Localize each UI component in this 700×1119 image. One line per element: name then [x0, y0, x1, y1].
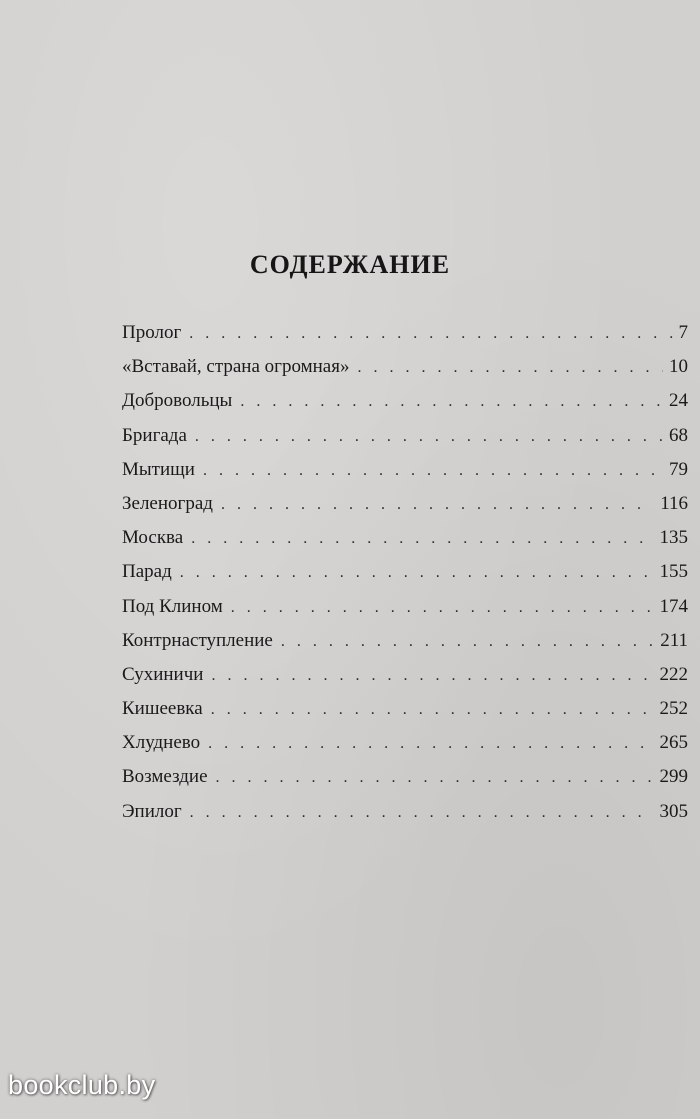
toc-entry-title: Бригада [122, 424, 187, 446]
dot-leader [195, 420, 663, 454]
toc-entry-page: 174 [659, 595, 688, 617]
toc-entry [122, 316, 688, 350]
dot-leader [191, 522, 653, 556]
toc-entry-page: 299 [659, 766, 688, 788]
toc-entry-page: 7 [678, 322, 688, 343]
dot-leader [203, 454, 663, 488]
toc-entry [122, 453, 688, 487]
toc-entry [122, 760, 688, 794]
toc-entry-title: Контрнаступление [122, 629, 273, 651]
dot-leader [189, 317, 672, 351]
toc-entry-page: 252 [659, 698, 688, 720]
toc-entry-page: 155 [659, 561, 688, 583]
toc-entry-title: Хлуднево [122, 732, 201, 754]
toc-entry-title: Кишеевка [122, 698, 203, 720]
page-title: СОДЕРЖАНИЕ [249, 250, 451, 279]
toc-entry [122, 384, 688, 418]
toc-entry-page: 265 [659, 732, 688, 754]
toc-entry [122, 350, 688, 384]
toc-entry [122, 590, 688, 624]
toc-entry [122, 692, 688, 726]
toc-entry-page: 305 [659, 800, 688, 822]
toc-entry [122, 795, 688, 829]
toc-entry [122, 419, 688, 453]
toc-entry-page: 24 [669, 390, 688, 412]
toc-entry-page: 10 [669, 356, 688, 378]
toc-entry-page: 135 [659, 527, 688, 549]
toc-entry-title: Под Клином [122, 595, 223, 617]
dot-leader [231, 591, 654, 625]
toc-entry-title: Мытищи [122, 458, 195, 480]
toc-entry-title: Пролог [122, 322, 182, 343]
toc-entry-title: Зеленоград [122, 492, 213, 514]
dot-leader [216, 761, 654, 795]
toc-entry-title: Эпилог [122, 800, 182, 822]
toc-entry-title: Парад [122, 561, 172, 583]
toc-entry-title: Возмездие [122, 766, 208, 788]
toc-entry-title: Сухиничи [122, 663, 204, 685]
dot-leader [221, 488, 654, 522]
dot-leader [208, 727, 653, 761]
dot-leader [281, 625, 654, 659]
table-of-contents [122, 316, 688, 829]
dot-leader [211, 693, 654, 727]
toc-entry-title: Добровольцы [122, 390, 233, 412]
toc-entry-page: 222 [659, 663, 688, 685]
dot-leader [357, 351, 663, 385]
dot-leader [240, 385, 663, 419]
toc-entry-title: Москва [122, 527, 184, 549]
dot-leader [211, 659, 653, 693]
toc-entry-page: 211 [660, 629, 688, 651]
toc-entry-page: 68 [669, 424, 688, 446]
toc-entry [122, 726, 688, 760]
toc-entry [122, 624, 688, 658]
toc-entry-title: «Вставай, страна огромная» [122, 356, 350, 378]
toc-entry-page: 79 [669, 458, 688, 480]
toc-entry [122, 521, 688, 555]
toc-entry [122, 658, 688, 692]
dot-leader [190, 796, 654, 830]
dot-leader [180, 556, 654, 590]
toc-entry-page: 116 [660, 492, 688, 514]
toc-entry [122, 555, 688, 589]
site-watermark: bookclub.by [8, 1070, 156, 1100]
toc-entry [122, 487, 688, 521]
